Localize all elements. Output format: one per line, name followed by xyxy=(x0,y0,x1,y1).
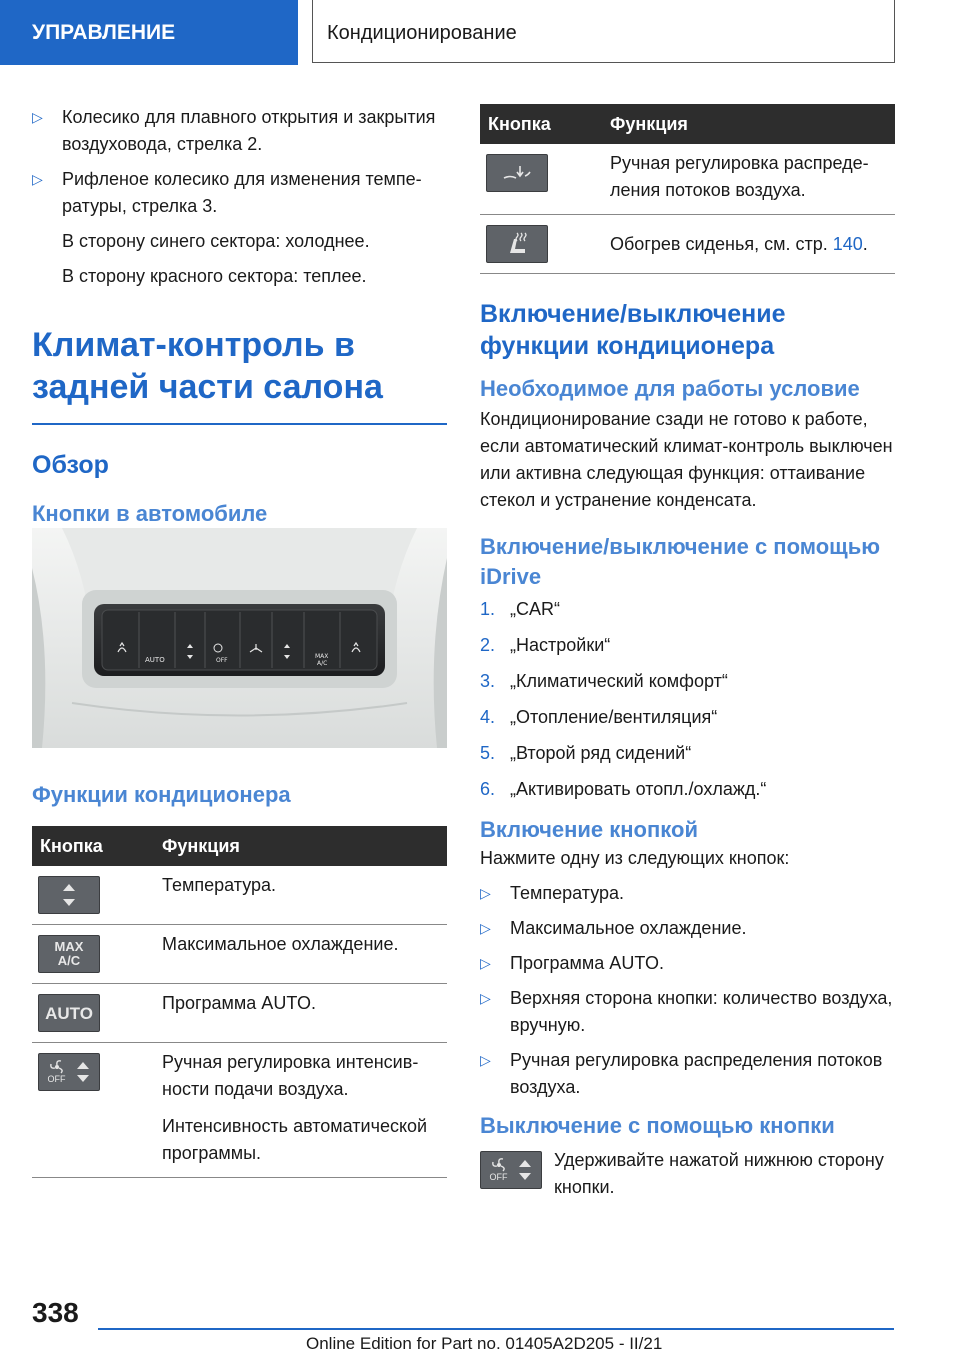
table-row: OFF Ручная регулировка интенсивности подачи воздуха. Интенсивность автоматической программы. xyxy=(32,1043,447,1178)
list-item: 4. „Отопление/вентиляция“ xyxy=(480,707,718,727)
section-heading: Климат-контроль в задней части салона xyxy=(32,326,383,406)
bullet-item: ▷ Рифленое колесико для изменения температуры, стрелка 3. xyxy=(32,166,447,220)
fan-off-icon: OFF xyxy=(38,1053,100,1091)
fan-off-icon: OFF xyxy=(480,1151,542,1189)
triangle-bullet-icon: ▷ xyxy=(32,109,43,125)
left-column xyxy=(32,104,447,529)
column-header: Кнопка xyxy=(480,104,610,144)
subsection-heading: Включение/выключение функции кондиционера xyxy=(480,300,786,360)
rear-climate-panel-photo xyxy=(32,528,447,748)
air-distribution-icon xyxy=(486,154,548,192)
auto-icon: AUTO xyxy=(38,994,100,1032)
column-header: Функция xyxy=(610,104,895,144)
topic-heading: Включение кнопкой xyxy=(480,817,698,842)
paragraph: Нажмите одну из следующих кнопок: xyxy=(480,848,790,868)
chapter-title: Кондиционирование xyxy=(312,0,895,63)
page-number: 338 xyxy=(32,1297,79,1328)
triangle-bullet-icon: ▷ xyxy=(480,955,491,971)
panel-illustration xyxy=(32,528,447,748)
paragraph: Удерживайте нажатой нижнюю сторону кнопки. xyxy=(554,1150,884,1197)
triangle-bullet-icon: ▷ xyxy=(480,1052,491,1068)
footer-rule xyxy=(98,1328,894,1330)
bullet-item: ▷ Ручная регулировка распределения потоков воздуха. xyxy=(480,1047,895,1101)
topic-heading: Включение/выключение с помощью iDrive xyxy=(480,534,881,589)
seat-heating-icon xyxy=(486,225,548,263)
temperature-updown-icon xyxy=(38,876,100,914)
list-item: 1. „CAR“ xyxy=(480,599,560,619)
list-item: 5. „Второй ряд сидений“ xyxy=(480,743,692,763)
svg-text:AUTO: AUTO xyxy=(145,656,165,664)
table-row: MAX A/C Максимальное охлаждение. xyxy=(32,925,447,984)
list-item: 2. „Настройки“ xyxy=(480,635,611,655)
column-header: Функция xyxy=(162,826,447,866)
right-column xyxy=(480,104,895,1201)
triangle-bullet-icon: ▷ xyxy=(480,990,491,1006)
heading-rule xyxy=(32,423,447,425)
triangle-bullet-icon: ▷ xyxy=(32,171,43,187)
off-instruction xyxy=(480,1147,895,1201)
functions-table-continued xyxy=(480,104,895,274)
bullet-item: ▷ Программа AUTO. xyxy=(480,950,895,977)
table-row: Обогрев сиденья, см. стр. 140. xyxy=(480,215,895,274)
topic-heading: Необходимое для работы условие xyxy=(480,376,860,401)
bullet-item: ▷ Верхняя сторона кнопки: количество воздуха, вручную. xyxy=(480,985,895,1039)
triangle-bullet-icon: ▷ xyxy=(480,920,491,936)
subsection-heading: Обзор xyxy=(32,450,109,479)
functions-table xyxy=(32,826,447,1178)
left-column-lower xyxy=(32,780,447,1178)
column-header: Кнопка xyxy=(32,826,162,866)
topic-heading: Функции кондиционера xyxy=(32,782,291,807)
triangle-bullet-icon: ▷ xyxy=(480,885,491,901)
paragraph: В сторону синего сектора: холоднее. xyxy=(62,231,370,251)
table-row: AUTO Программа AUTO. xyxy=(32,984,447,1043)
section-tab: УПРАВЛЕНИЕ xyxy=(0,0,298,65)
page-link[interactable]: 140 xyxy=(832,233,863,254)
bullet-item: ▷ Колесико для плавного открытия и закрытия воздуховода, стрелка 2. xyxy=(32,104,447,158)
bullet-item: ▷ Температура. xyxy=(480,880,895,907)
svg-text:MAX: MAX xyxy=(315,653,329,660)
topic-heading: Кнопки в автомобиле xyxy=(32,500,268,526)
list-item: 3. „Климатический комфорт“ xyxy=(480,671,728,691)
topic-heading: Выключение с помощью кнопки xyxy=(480,1113,835,1138)
bullet-item: ▷ Максимальное охлаждение. xyxy=(480,915,895,942)
svg-text:OFF: OFF xyxy=(216,657,228,664)
paragraph: В сторону красного сектора: теплее. xyxy=(62,266,367,286)
table-row: Ручная регулировка распределения потоков воздуха. xyxy=(480,144,895,215)
edition-note: Online Edition for Part no. 01405A2D205 - II/21 xyxy=(306,1334,663,1353)
paragraph: Кондиционирование сзади не готово к работе, если автоматический климат-контроль выключен или активна следующая функция: оттаивание стекол и устранение конденсата. xyxy=(480,409,893,510)
list-item: 6. „Активировать отопл./охлажд.“ xyxy=(480,779,767,799)
idrive-steps xyxy=(480,596,895,803)
svg-text:A/C: A/C xyxy=(317,660,328,667)
table-row: Температура. xyxy=(32,866,447,925)
max-ac-icon: MAX A/C xyxy=(38,935,100,973)
